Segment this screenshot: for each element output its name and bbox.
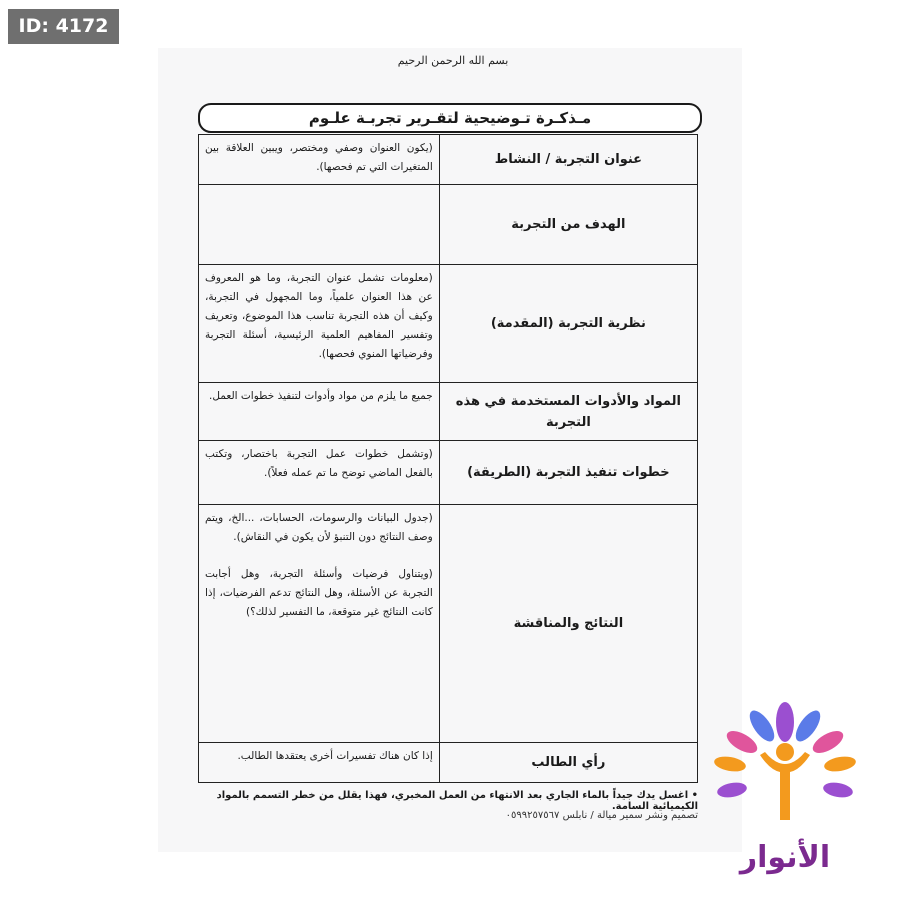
table-row <box>199 505 698 743</box>
row-label: الهدف من التجربة <box>439 185 697 265</box>
table-row <box>199 743 698 783</box>
table-row <box>199 265 698 383</box>
row-label: عنوان التجربة / النشاط <box>439 135 697 185</box>
row-label: خطوات تنفيذ التجربة (الطريقة) <box>439 441 697 505</box>
row-description <box>199 185 440 265</box>
row-label: نظرية التجربة (المقدمة) <box>439 265 697 383</box>
row-description <box>199 743 440 783</box>
row-description <box>199 441 440 505</box>
row-description <box>199 505 440 743</box>
description-text: إذا كان هناك تفسيرات أخرى يعتقدها الطالب. <box>237 750 433 762</box>
design-credit: تصميم ونشر سمير ميالة / نابلس ٠٥٩٩٢٥٧٥٦٧ <box>505 810 698 821</box>
report-page <box>158 48 742 852</box>
row-label: رأي الطالب <box>439 743 697 783</box>
description-text: (معلومات تشمل عنوان التجربة، وما هو المعروف عن هذا العنوان علمياً، وما المجهول في التجربة، وكيف أن هذه التجربة تناسب هذا الموضوع، وتعريف وتفسير المفاهيم العلمية الرئيسية، أسئلة التجربة وفرضياتها المنوي فحصها). <box>205 272 433 360</box>
description-text: (وتشمل خطوات عمل التجربة باختصار، وتكتب بالفعل الماضي توضح ما تم عمله فعلاً). <box>205 448 433 479</box>
row-label: النتائج والمناقشة <box>439 505 697 743</box>
description-text: (ويتناول فرضيات وأسئلة التجربة، وهل أجابت التجربة عن الأسئلة، وهل النتائج تدعم الفرضيات، إذا كانت النتائج غير متوقعة، ما التفسير لذلك؟) <box>205 568 433 618</box>
row-label: المواد والأدوات المستخدمة في هذه التجربة <box>439 383 697 441</box>
description-text: (يكون العنوان وصفي ومختصر، ويبين العلاقة بين المتغيرات التي تم فحصها). <box>205 142 433 173</box>
image-id-badge: ID: 4172 <box>8 9 119 44</box>
basmala: بسم الله الرحمن الرحيم <box>397 54 509 67</box>
document-title: مـذكـرة تـوضيحية لتقـرير تجربـة علـوم <box>198 103 702 133</box>
logo-figure <box>760 743 810 820</box>
table-row <box>199 185 698 265</box>
safety-note: • اغسل يدك جيداً بالماء الجاري بعد الانتهاء من العمل المخبري، فهذا يقلل من خطر التسمم بالمواد الكيميائية السامة. <box>216 790 698 812</box>
description-text: جميع ما يلزم من مواد وأدوات لتنفيذ خطوات العمل. <box>209 390 433 402</box>
row-description <box>199 265 440 383</box>
table-row <box>199 383 698 441</box>
alanwar-logo-text: الأنوار <box>739 840 831 875</box>
table-row <box>199 441 698 505</box>
row-description <box>199 135 440 185</box>
description-text: (جدول البيانات والرسومات، الحسابات، ...الخ، ويتم وصف النتائج دون التنبؤ لأن يكون في النقاش). <box>205 512 433 543</box>
table-row <box>199 135 698 185</box>
report-table <box>198 134 698 783</box>
row-description <box>199 383 440 441</box>
